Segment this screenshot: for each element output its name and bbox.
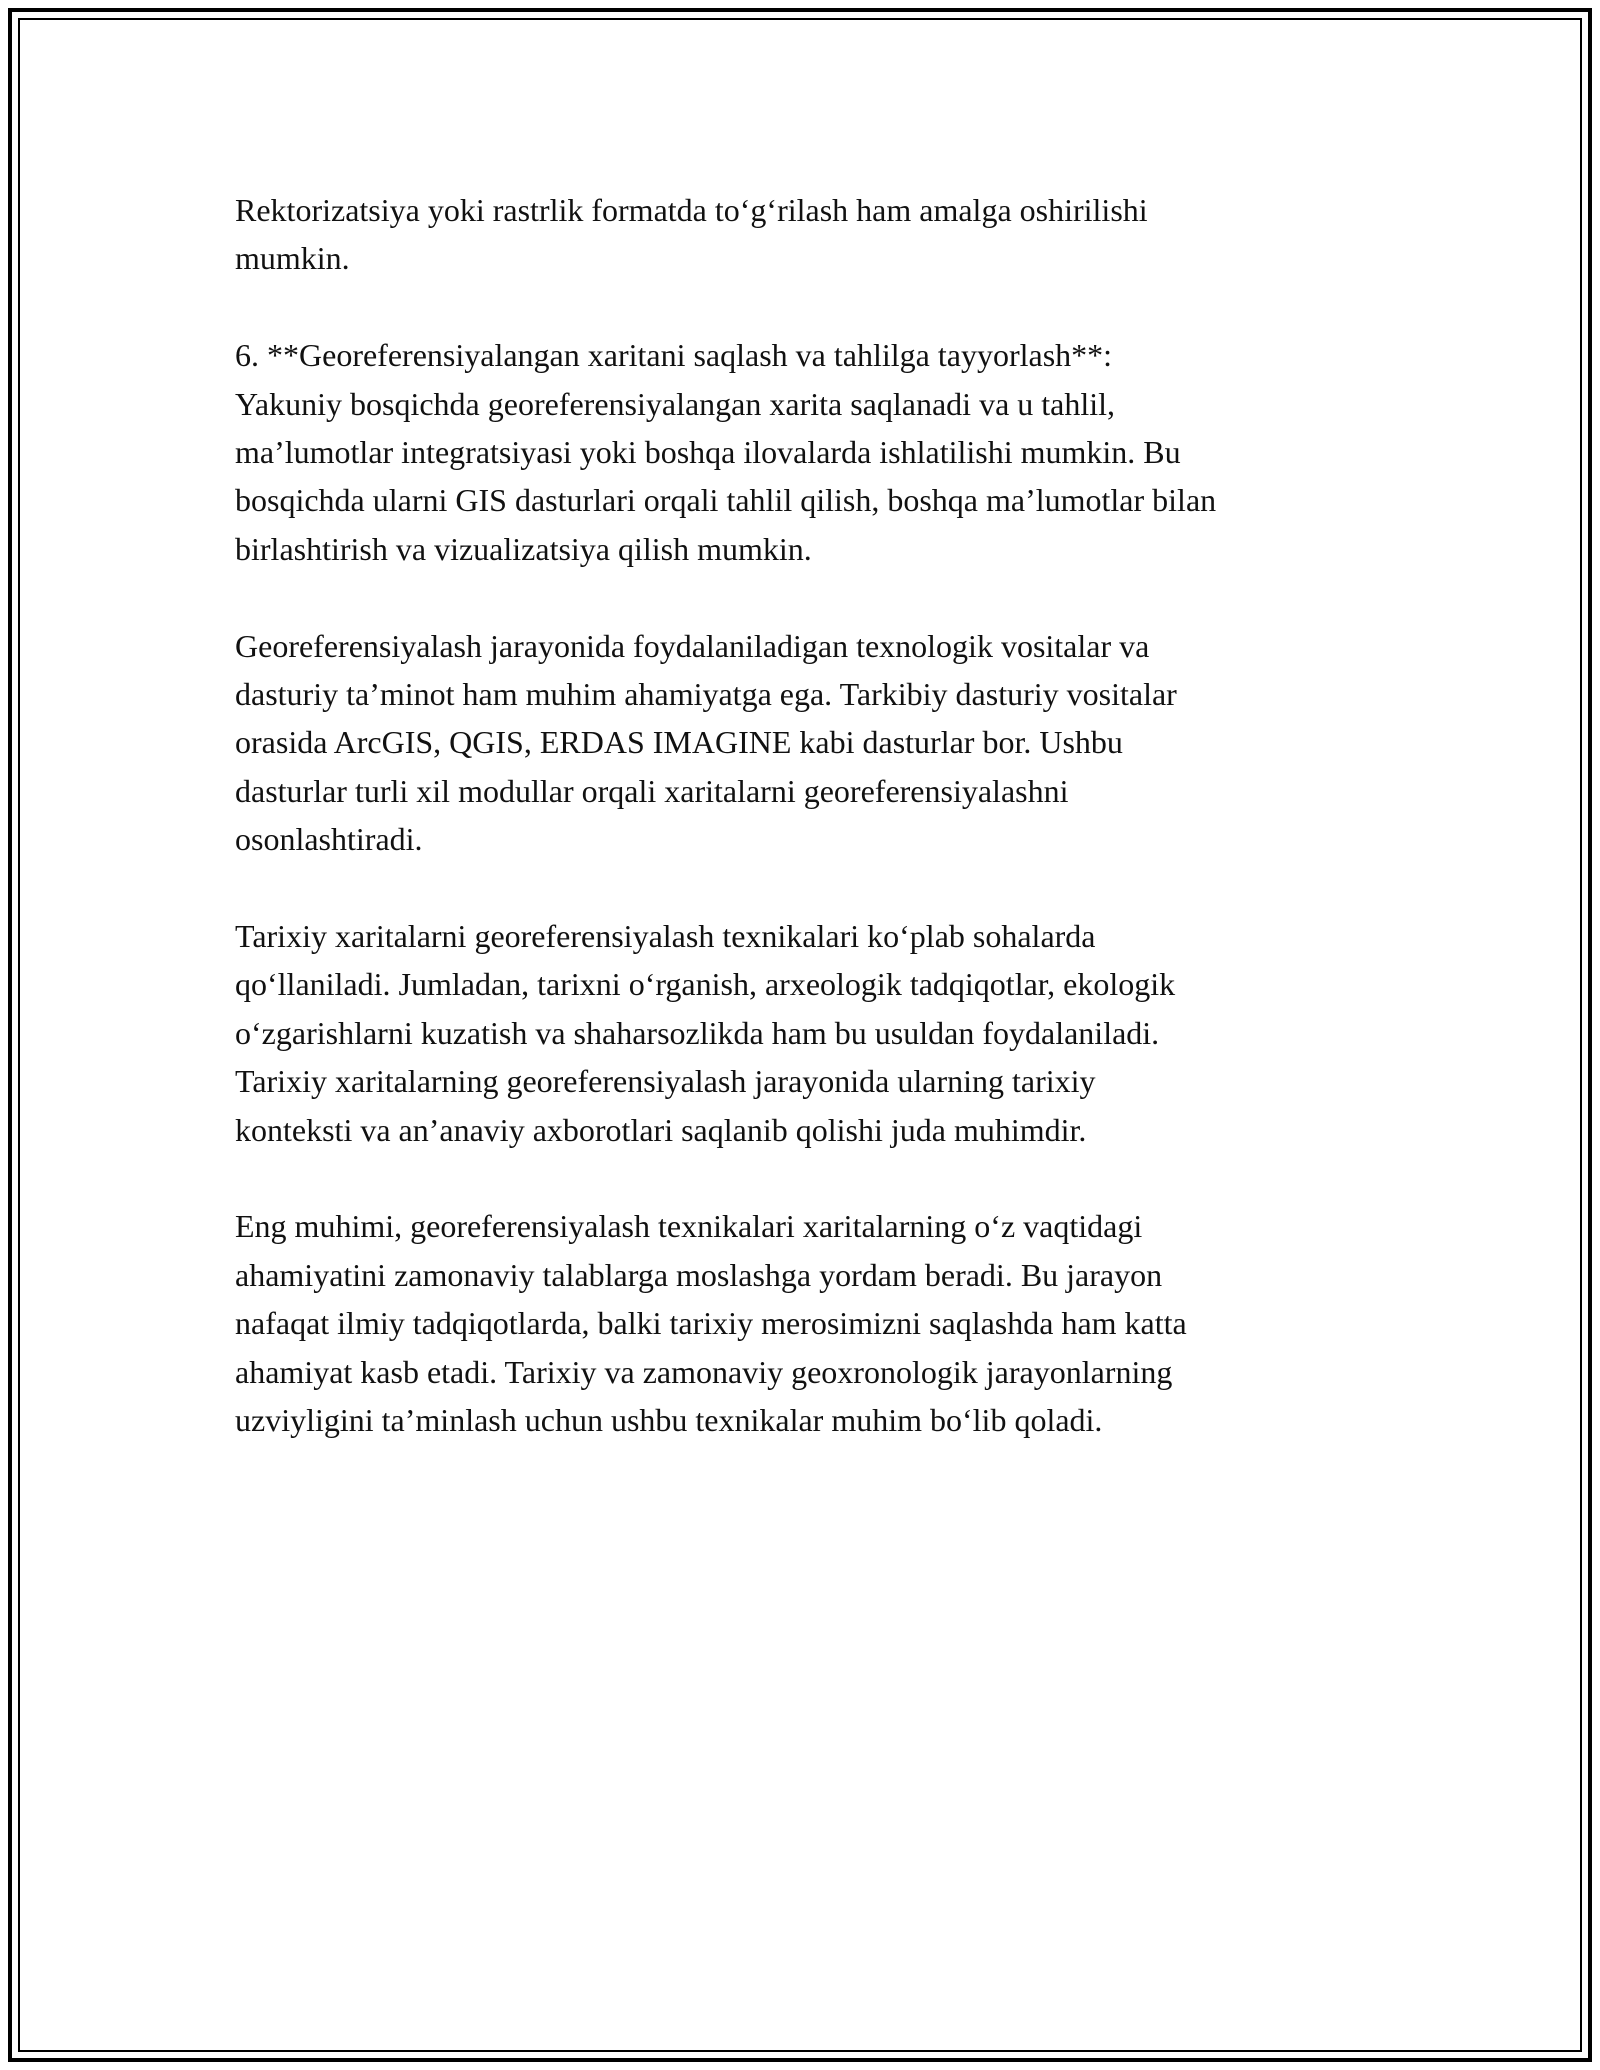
text-line: ma’lumotlar integratsiyasi yoki boshqa ilovalarda ishlatilishi mumkin. Bu <box>235 434 1181 471</box>
paragraph-software-tools <box>235 622 1375 864</box>
text-line: nafaqat ilmiy tadqiqotlarda, balki tarixiy merosimizni saqlashda ham katta <box>235 1305 1187 1342</box>
text-line: Eng muhimi, georeferensiyalash texnikalari xaritalarning o‘z vaqtidagi <box>235 1208 1143 1245</box>
text-line: birlashtirish va vizualizatsiya qilish mumkin. <box>235 530 812 567</box>
text-line: dasturiy ta’minot ham muhim ahamiyatga ega. Tarkibiy dasturiy vositalar <box>235 676 1177 713</box>
text-line: osonlashtiradi. <box>235 821 423 858</box>
paragraph-rektorizatsiya <box>235 186 1375 283</box>
text-line: 6. **Georeferensiyalangan xaritani saqlash va tahlilga tayyorlash**: <box>235 337 1113 374</box>
text-line: uzviyligini ta’minlash uchun ushbu texnikalar muhim bo‘lib qoladi. <box>235 1402 1103 1439</box>
text-line: Yakuniy bosqichda georeferensiyalangan xarita saqlanadi va u tahlil, <box>235 385 1116 422</box>
text-line: konteksti va an’anaviy axborotlari saqlanib qolishi juda muhimdir. <box>235 1111 1087 1148</box>
text-line: Rektorizatsiya yoki rastrlik formatda to‘g‘rilash ham amalga oshirilishi <box>235 192 1148 228</box>
text-line: Tarixiy xaritalarning georeferensiyalash jarayonida ularning tarixiy <box>235 1063 1096 1100</box>
text-line: mumkin. <box>235 240 350 277</box>
text-line: dasturlar turli xil modullar orqali xaritalarni georeferensiyalashni <box>235 772 1069 809</box>
text-line: ahamiyat kasb etadi. Tarixiy va zamonaviy geoxronologik jarayonlarning <box>235 1353 1173 1390</box>
text-line: ahamiyatini zamonaviy talablarga moslashga yordam beradi. Bu jarayon <box>235 1256 1163 1293</box>
paragraph-applications <box>235 912 1375 1154</box>
paragraph-conclusion <box>235 1202 1375 1444</box>
text-line: o‘zgarishlarni kuzatish va shaharsozlikda ham bu usuldan foydalaniladi. <box>235 1014 1160 1051</box>
text-line: Tarixiy xaritalarni georeferensiyalash texnikalari ko‘plab sohalarda <box>235 918 1096 955</box>
text-line: qo‘llaniladi. Jumladan, tarixni o‘rganish, arxeologik tadqiqotlar, ekologik <box>235 966 1176 1003</box>
text-line: Georeferensiyalash jarayonida foydalaniladigan texnologik vositalar va <box>235 627 1150 664</box>
text-line: bosqichda ularni GIS dasturlari orqali tahlil qilish, boshqa ma’lumotlar bilan <box>235 482 1217 519</box>
document-body <box>235 186 1375 1445</box>
paragraph-step-6 <box>235 331 1375 573</box>
text-line: orasida ArcGIS, QGIS, ERDAS IMAGINE kabi dasturlar bor. Ushbu <box>235 724 1123 761</box>
